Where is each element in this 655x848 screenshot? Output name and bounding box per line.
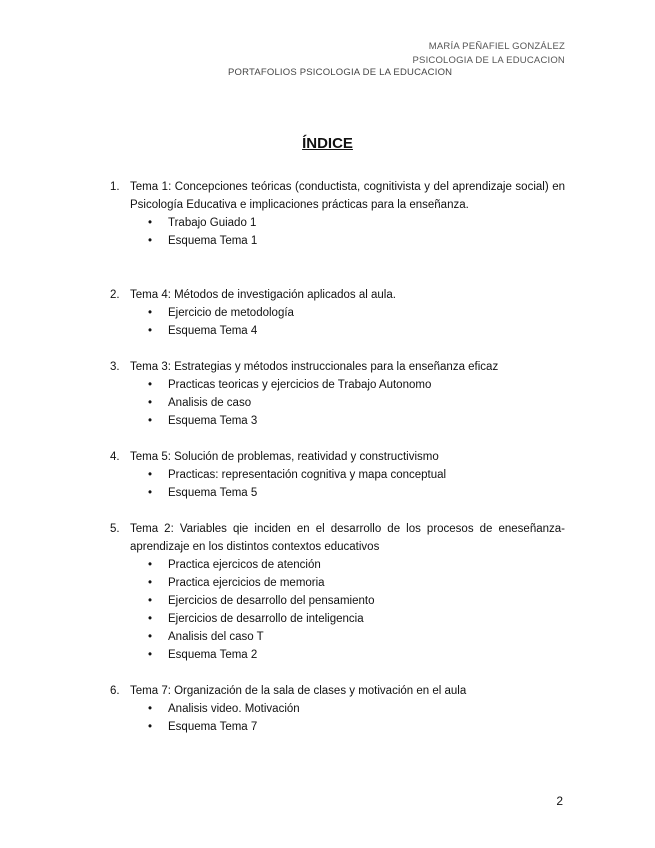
toc-item: • Ejercicio de metodología <box>148 304 565 322</box>
bullet-icon: • <box>148 235 153 247</box>
section-title: Tema 4: Métodos de investigación aplicados al aula. <box>130 289 396 301</box>
toc-item: • Practicas teoricas y ejercicios de Trabajo Autonomo <box>148 376 565 394</box>
header-portfolio: PORTAFOLIOS PSICOLOGIA DE LA EDUCACION <box>228 67 453 78</box>
section-number: 5. <box>110 523 120 535</box>
bullet-icon: • <box>148 469 153 481</box>
toc-section <box>110 448 565 502</box>
section-number: 4. <box>110 451 120 463</box>
toc-section <box>110 520 565 664</box>
header-subject: PSICOLOGIA DE LA EDUCACION <box>412 55 565 66</box>
bullet-icon: • <box>148 379 153 391</box>
header-author: MARÍA PEÑAFIEL GONZÁLEZ <box>428 41 565 52</box>
bullet-icon: • <box>148 559 153 571</box>
bullet-icon: • <box>148 325 153 337</box>
bullet-icon: • <box>148 613 153 625</box>
page-number: 2 <box>556 794 563 808</box>
section-title: Tema 2: Variables qie inciden en el desarrollo de los procesos de eneseñanza-aprendizaje en los distintos contextos educativos <box>130 523 565 553</box>
toc-item: • Esquema Tema 5 <box>148 484 565 502</box>
section-title: Tema 7: Organización de la sala de clases y motivación en el aula <box>130 685 467 697</box>
section-number: 1. <box>110 181 120 193</box>
toc-section <box>110 178 565 250</box>
toc-section <box>110 286 565 340</box>
bullet-icon: • <box>148 397 153 409</box>
toc-item: • Trabajo Guiado 1 <box>148 214 565 232</box>
toc-item: • Esquema Tema 3 <box>148 412 565 430</box>
toc-item: • Esquema Tema 2 <box>148 646 565 664</box>
toc-item: • Ejercicios de desarrollo de inteligencia <box>148 610 565 628</box>
bullet-icon: • <box>148 217 153 229</box>
section-number: 3. <box>110 361 120 373</box>
section-number: 2. <box>110 289 120 301</box>
bullet-icon: • <box>148 703 153 715</box>
bullet-icon: • <box>148 307 153 319</box>
toc-item: • Practicas: representación cognitiva y mapa conceptual <box>148 466 565 484</box>
page-title: ÍNDICE <box>302 135 353 152</box>
bullet-icon: • <box>148 721 153 733</box>
toc-section <box>110 358 565 430</box>
bullet-icon: • <box>148 631 153 643</box>
page-header-right <box>413 40 566 68</box>
table-of-contents <box>110 178 565 736</box>
toc-item: • Esquema Tema 1 <box>148 232 565 250</box>
bullet-icon: • <box>148 487 153 499</box>
toc-item: • Analisis video. Motivación <box>148 700 565 718</box>
section-title: Tema 5: Solución de problemas, reatividad y constructivismo <box>130 451 439 463</box>
toc-section <box>110 682 565 736</box>
bullet-icon: • <box>148 415 153 427</box>
toc-item: • Esquema Tema 7 <box>148 718 565 736</box>
toc-item: • Analisis de caso <box>148 394 565 412</box>
toc-item: • Ejercicios de desarrollo del pensamiento <box>148 592 565 610</box>
bullet-icon: • <box>148 649 153 661</box>
toc-item: • Practica ejercicos de atención <box>148 556 565 574</box>
section-title: Tema 3: Estrategias y métodos instruccionales para la enseñanza eficaz <box>130 361 499 373</box>
toc-item: • Analisis del caso T <box>148 628 565 646</box>
section-number: 6. <box>110 685 120 697</box>
toc-item: • Practica ejercicios de memoria <box>148 574 565 592</box>
toc-item: • Esquema Tema 4 <box>148 322 565 340</box>
bullet-icon: • <box>148 577 153 589</box>
section-title: Tema 1: Concepciones teóricas (conductista, cognitivista y del aprendizaje social) en Psicología Educativa e implicaciones prácticas para la enseñanza. <box>130 181 565 211</box>
bullet-icon: • <box>148 595 153 607</box>
